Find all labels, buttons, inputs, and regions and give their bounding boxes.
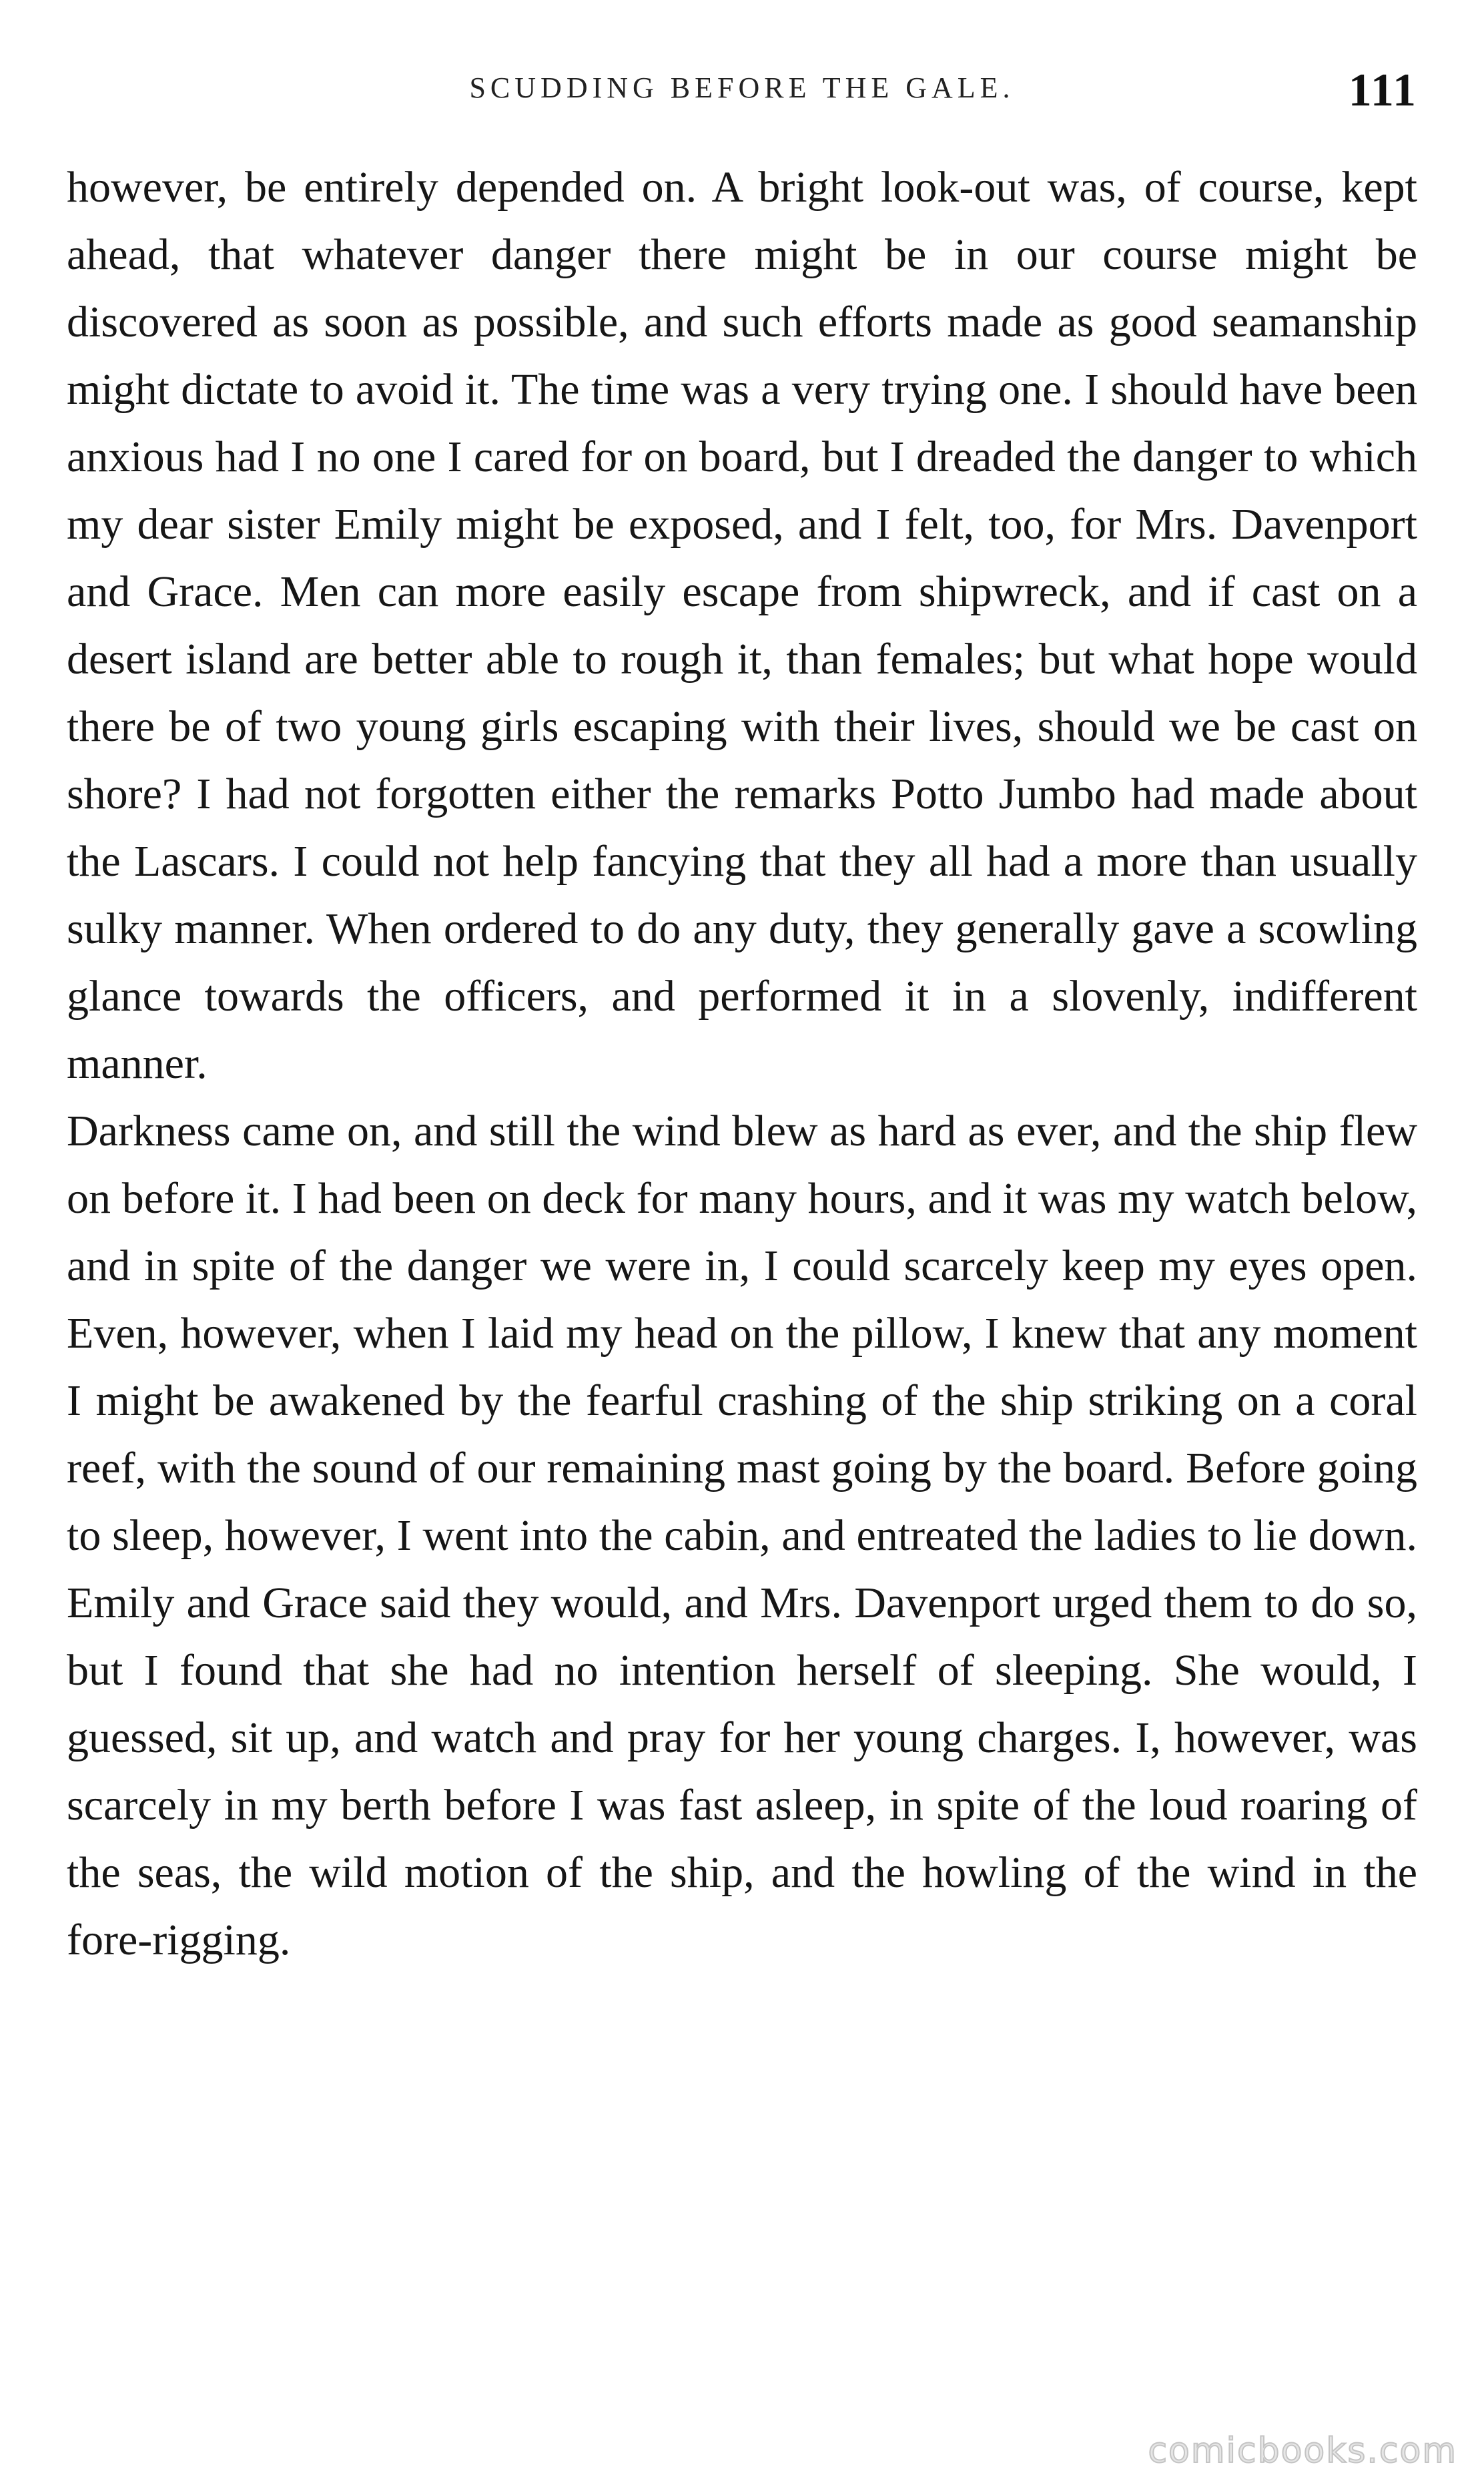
paragraph: however, be entirely depended on. A bright look-out was, of course, kept ahead, that whatever danger there might be in our course might be discovered as soon as possible, and such efforts made as good seamanship might dictate to avoid it. The time was a very trying one. I should have been anxious had I no one I cared for on board, but I dreaded the danger to which my dear sister Emily might be exposed, and I felt, too, for Mrs. Davenport and Grace. Men can more easily escape from shipwreck, and if cast on a desert island are better able to rough it, than females; but what hope would there be of two young girls escaping with their lives, should we be cast on shore? I had not forgotten either the remarks Potto Jumbo had made about the Lascars. I could not help fancying that they all had a more than usually sulky manner. When ordered to do any duty, they generally gave a scowling glance towards the officers, and performed it in a slovenly, indifferent manner. — [67, 163, 1417, 1088]
running-head — [67, 64, 1417, 117]
page-number: 111 — [1348, 65, 1417, 116]
paragraph: Darkness came on, and still the wind blew as hard as ever, and the ship flew on before it. I had been on deck for many hours, and it was my watch below, and in spite of the danger we were in, I could scarcely keep my eyes open. Even, however, when I laid my head on the pillow, I knew that any moment I might be awakened by the fearful crashing of the ship striking on a coral reef, with the sound of our remaining mast going by the board. Before going to sleep, however, I went into the cabin, and entreated the ladies to lie down. Emily and Grace said they would, and Mrs. Davenport urged them to do so, but I found that she had no intention herself of sleeping. She would, I guessed, sit up, and watch and pray for her young charges. I, however, was scarcely in my berth before I was fast asleep, in spite of the loud roaring of the seas, the wild motion of the ship, and the howling of the wind in the fore-rigging. — [67, 1107, 1417, 1964]
running-title: SCUDDING BEFORE THE GALE. — [469, 71, 1015, 104]
body-text — [67, 154, 1417, 1974]
watermark: comicbooks.com — [1148, 2431, 1457, 2471]
